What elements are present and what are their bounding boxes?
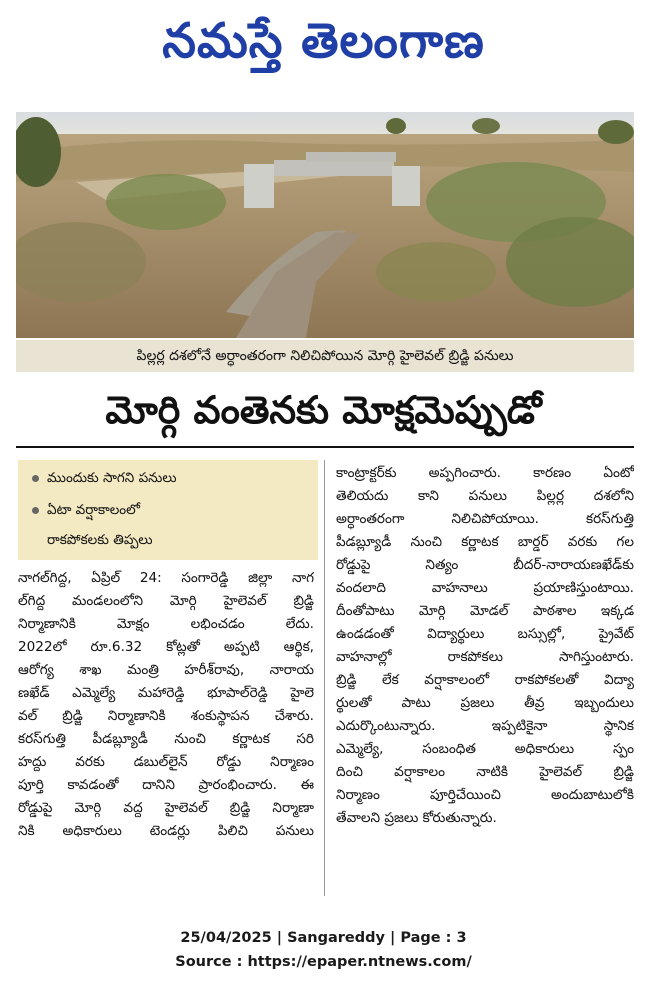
text-line: ల్‌గిద్ద మండలంలోని మోర్గి హైలెవల్ బ్రిడ్జి bbox=[18, 593, 314, 609]
highlight-item: ఏటా వర్షాకాలంలో bbox=[32, 500, 140, 520]
text-line: వాహనాల్లో రాకపోకలు సాగిస్తుంటారు. bbox=[336, 649, 634, 665]
text-line: హద్దు వరకు డబుల్‌లైన్ రోడ్డు నిర్మాణం bbox=[18, 754, 314, 770]
text-line: ఆరోగ్య శాఖ మంత్రి హరీశ్‌రావు, నారాయ bbox=[18, 662, 314, 678]
text-line: నికి అధికారులు టెండర్లు పిలిచి పనులు bbox=[18, 823, 314, 839]
text-line: తేవాలని ప్రజలు కోరుతున్నారు. bbox=[336, 810, 497, 826]
text-line: పీడబ్ల్యూడీ నుంచి కర్ణాటక బార్డర్ వరకు గల bbox=[336, 534, 634, 550]
text-line: కరస్‌గుత్తి పీడబ్ల్యూడీ నుంచి కర్ణాటక సరి bbox=[18, 731, 314, 747]
text-line: రోడ్డుపై నిత్యం బీదర్-నారాయణఖేడ్‌కు bbox=[336, 557, 634, 573]
article-column-right bbox=[336, 462, 634, 830]
article-headline: మోర్గి వంతెనకు మోక్షమెప్పుడో bbox=[105, 388, 542, 432]
footer-date-line: 25/04/2025 | Sangareddy | Page : 3 bbox=[180, 930, 467, 946]
photo-caption: పిల్లర్ల దశలోనే అర్ధాంతరంగా నిలిచిపోయిన మోర్గి హైలెవల్ బ్రిడ్జి పనులు bbox=[16, 340, 634, 372]
text-line: పూర్తి కావడంతో దానిని ప్రారంభించారు. ఈ bbox=[18, 777, 314, 793]
highlight-item: ముందుకు సాగని పనులు bbox=[32, 468, 177, 488]
text-line: అర్ధాంతరంగా నిలిచిపోయాయి. కరస్‌గుత్తి bbox=[336, 511, 634, 527]
text-line: కాంట్రాక్టర్‌కు అప్పగించారు. కారణం ఏంటో bbox=[336, 465, 634, 481]
bullet-icon bbox=[32, 507, 39, 514]
text-line: దీంతోపాటు మోర్గి మోడల్ పాఠశాల ఇక్కడ bbox=[336, 603, 634, 619]
text-line: ర్థులతో పాటు ప్రజలు తీవ్ర ఇబ్బందులు bbox=[336, 695, 634, 711]
text-line: రోడ్డుపై మోర్గి వద్ద హైలెవల్ బ్రిడ్జి నిర్మాణా bbox=[18, 800, 314, 816]
text-line: ఎదుర్కొంటున్నారు. ఇప్పటికైనా స్థానిక bbox=[336, 718, 634, 734]
text-line: దించి వర్షాకాలం నాటికి హైలెవల్ బ్రిడ్జి bbox=[336, 764, 634, 780]
text-line: వల్ బ్రిడ్జి నిర్మాణానికి శంకుస్థాపన చేశారు. bbox=[18, 708, 314, 724]
text-line: వందలాది వాహనాలు ప్రయాణిస్తుంటాయి. bbox=[336, 580, 634, 596]
text-line: 2022లో రూ.6.32 కోట్లతో అప్పటి ఆర్థిక, bbox=[18, 639, 314, 655]
text-line: బ్రిడ్జి లేక వర్షాకాలంలో రాకపోకలతో విద్యా bbox=[336, 672, 634, 688]
bridge-photo-icon bbox=[16, 112, 634, 338]
highlight-item-continuation: రాకపోకలకు తిప్పలు bbox=[47, 532, 153, 548]
highlights-box bbox=[18, 460, 318, 560]
text-line: నిర్మాణానికి మోక్షం లభించడం లేదు. bbox=[18, 616, 314, 632]
text-line: ఎమ్మెల్యే, సంబంధిత అధికారులు స్పం bbox=[336, 741, 634, 757]
text-line: నాగల్‌గిద్ద, ఏప్రిల్ 24: సంగారెడ్డి జిల్లా నాగ bbox=[18, 570, 314, 586]
footer-source-link[interactable]: Source : https://epaper.ntnews.com/ bbox=[175, 954, 472, 970]
column-divider bbox=[324, 460, 325, 896]
bridge-photo bbox=[16, 112, 634, 338]
article-column-left bbox=[18, 567, 314, 843]
newspaper-masthead: నమస్తే తెలంగాణ bbox=[162, 13, 485, 69]
text-line: తెలియదు కాని పనులు పిల్లర్ల దశలోని bbox=[336, 488, 634, 504]
text-line: ఉండడంతో విద్యార్థులు బస్సుల్లో, ప్రైవేట్ bbox=[336, 626, 634, 642]
bullet-icon bbox=[32, 475, 39, 482]
text-line: ణఖేడ్ ఎమ్మెల్యే మహారెడ్డి భూపాల్‌రెడ్డి హైలె bbox=[18, 685, 314, 701]
text-line: నిర్మాణం పూర్తిచేయించి అందుబాటులోకి bbox=[336, 787, 634, 803]
headline-divider bbox=[16, 446, 634, 448]
